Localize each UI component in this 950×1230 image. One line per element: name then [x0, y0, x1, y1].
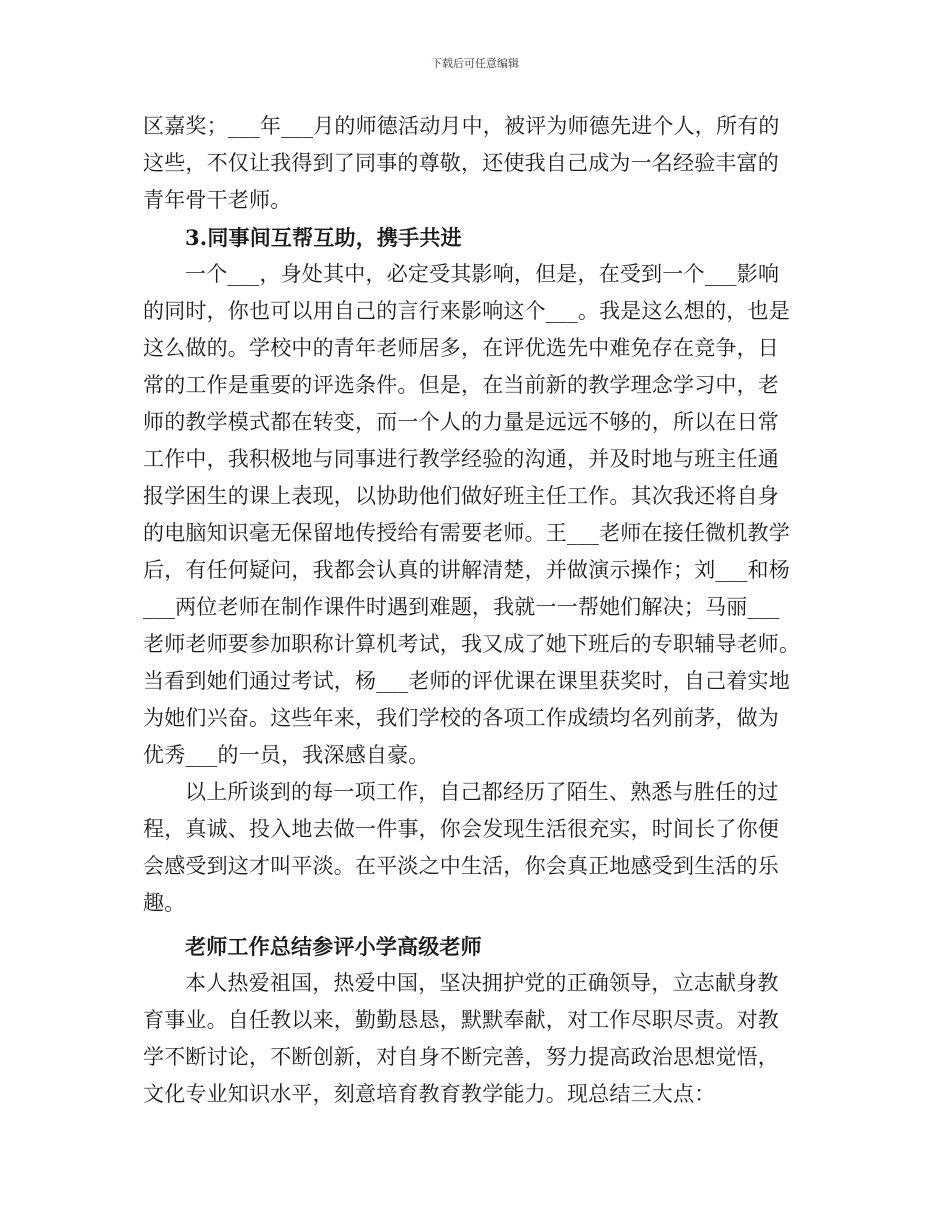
- document-body: [143, 108, 813, 1113]
- paragraph-line: 的电脑知识毫无保留地传授给有需要老师。王___老师在接任微机教学: [143, 521, 790, 545]
- paragraph-line: 为她们兴奋。这些年来，我们学校的各项工作成绩均名列前茅，做为: [143, 706, 779, 730]
- paragraph-line: 工作中，我积极地与同事进行教学经验的沟通，并及时地与班主任通: [143, 447, 779, 471]
- paragraph-line: 学不断讨论，不断创新，对自身不断完善，努力提高政治思想觉悟，: [143, 1045, 779, 1069]
- paragraph-line: 以上所谈到的每一项工作，自己都经历了陌生、熟悉与胜任的过: [185, 780, 779, 804]
- paragraph-line: 文化专业知识水平，刻意培育教育教学能力。现总结三大点：: [143, 1082, 716, 1106]
- paragraph-line: 趣。: [143, 891, 186, 915]
- paragraph-line: 师的教学模式都在转变，而一个人的力量是远远不够的，所以在日常: [143, 410, 779, 434]
- paragraph-line: 区嘉奖；___年___月的师德活动月中，被评为师德先进个人，所有的: [143, 114, 780, 138]
- paragraph-line: 会感受到这才叫平淡。在平淡之中生活，你会真正地感受到生活的乐: [143, 854, 779, 878]
- section-heading: 3.同事间互帮互助，携手共进: [185, 225, 462, 250]
- paragraph-line: 这么做的。学校中的青年老师居多，在评优选先中难免存在竞争，日: [143, 336, 779, 360]
- paragraph-line: 程，真诚、投入地去做一件事，你会发现生活很充实，时间长了你便: [143, 817, 779, 841]
- paragraph-line: 育事业。自任教以来，勤勤恳恳，默默奉献，对工作尽职尽责。对教: [143, 1008, 779, 1032]
- paragraph-line: 的同时，你也可以用自己的言行来影响这个___。我是这么想的，也是: [143, 299, 790, 323]
- paragraph-line: 青年骨干老师。: [143, 188, 292, 212]
- paragraph-line: ___两位老师在制作课件时遇到难题，我就一一帮她们解决；马丽___: [143, 595, 780, 619]
- paragraph-line: 本人热爱祖国，热爱中国，坚决拥护党的正确领导，立志献身教: [185, 971, 779, 995]
- paragraph-line: 优秀___的一员，我深感自豪。: [143, 743, 430, 767]
- paragraph-line: 老师老师要参加职称计算机考试，我又成了她下班后的专职辅导老师。: [143, 632, 801, 656]
- paragraph-line: 报学困生的课上表现，以协助他们做好班主任工作。其次我还将自身: [143, 484, 779, 508]
- page-header: 下载后可任意编辑: [431, 57, 519, 70]
- paragraph-line: 常的工作是重要的评选条件。但是，在当前新的教学理念学习中，老: [143, 373, 779, 397]
- paragraph-line: 后，有任何疑问，我都会认真的讲解清楚，并做演示操作；刘___和杨: [143, 558, 790, 582]
- paragraph-line: 当看到她们通过考试，杨___老师的评优课在课里获奖时，自己着实地: [143, 669, 790, 693]
- paragraph-line: 这些，不仅让我得到了同事的尊敬，还使我自己成为一名经验丰富的: [143, 151, 779, 175]
- paragraph-line: 一个___，身处其中，必定受其影响，但是，在受到一个___影响: [185, 262, 780, 286]
- section-heading: 老师工作总结参评小学高级老师: [185, 934, 482, 959]
